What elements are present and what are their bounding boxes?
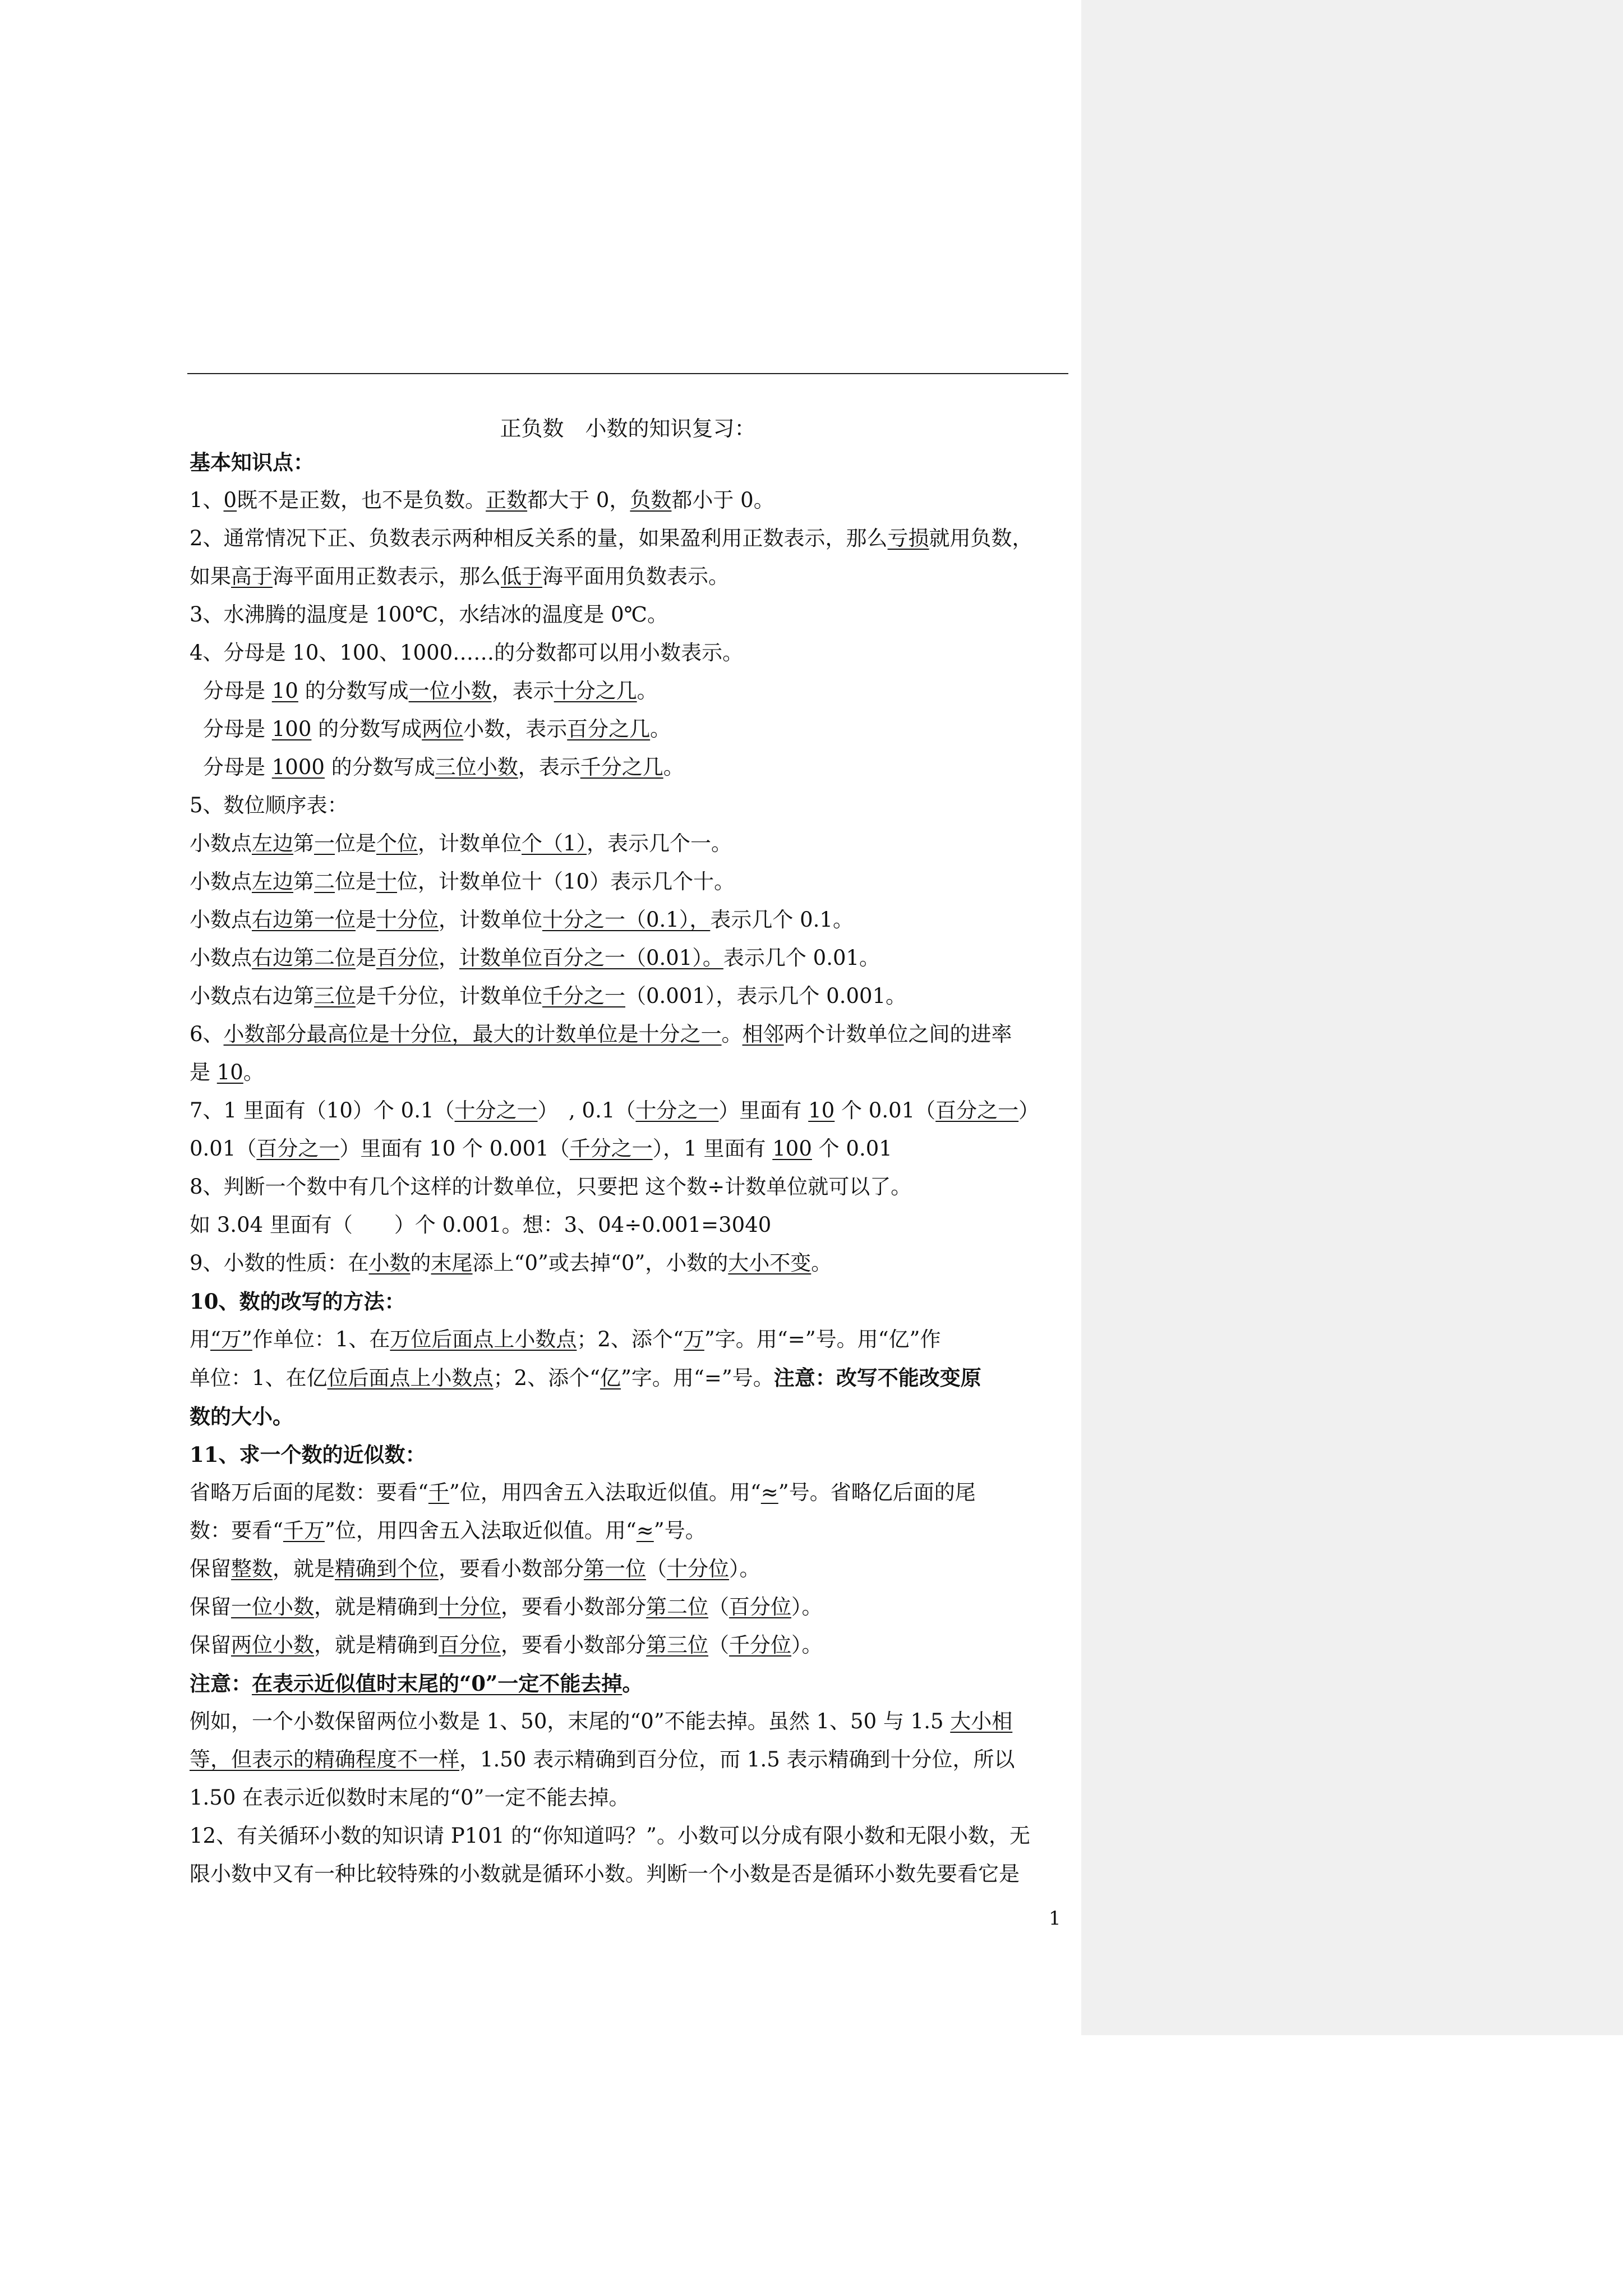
paragraph-11-line-c: 保留整数，就是精确到个位，要看小数部分第一位（十分位）。 (190, 1557, 760, 1581)
paragraph-5: 5、数位顺序表： (190, 793, 348, 817)
paragraph-4-line-c: 分母是 1000 的分数写成三位小数，表示千分之几。 (203, 755, 684, 779)
document-body (190, 443, 1068, 1893)
paragraph-2-line-1: 2、通常情况下正、负数表示两种相反关系的量，如果盈利用正数表示，那么亏损就用负数， (190, 526, 1033, 550)
paragraph-5-line-a: 小数点左边第一位是个位，计数单位个（1），表示几个一。 (190, 831, 732, 855)
paragraph-11-line-d: 保留一位小数，就是精确到十分位，要看小数部分第二位（百分位）。 (190, 1595, 823, 1619)
paragraph-6-line-1: 6、小数部分最高位是十分位，最大的计数单位是十分之一。相邻两个计数单位之间的进率 (190, 1022, 1012, 1046)
paragraph-2-line-2: 如果高于海平面用正数表示，那么低于海平面用负数表示。 (190, 564, 729, 588)
paragraph-3: 3、水沸腾的温度是 100℃，水结冰的温度是 0℃。 (190, 602, 668, 627)
header-rule (187, 373, 1068, 374)
paragraph-12-line-2: 限小数中又有一种比较特殊的小数就是循环小数。判断一个小数是否是循环小数先要看它是 (190, 1862, 1020, 1886)
paragraph-7-line-1: 7、1 里面有（10）个 0.1（十分之一） , 0.1（十分之一）里面有 10 个 0.01（百分之一） (190, 1098, 1040, 1122)
paragraph-5-line-e: 小数点右边第三位是千分位，计数单位千分之一（0.001），表示几个 0.001。 (190, 984, 907, 1008)
paragraph-4: 4、分母是 10、100、1000……的分数都可以用小数表示。 (190, 641, 744, 665)
paragraph-5-line-c: 小数点右边第一位是十分位，计数单位十分之一（0.1），表示几个 0.1。 (190, 908, 854, 932)
paragraph-9: 9、小数的性质：在小数的末尾添上“0”或去掉“0”，小数的大小不变。 (190, 1251, 832, 1275)
paragraph-10-heading: 10、数的改写的方法： (190, 1289, 405, 1314)
paragraph-11-heading: 11、求一个数的近似数： (190, 1442, 426, 1467)
paragraph-10-line-c: 数的大小。 (190, 1404, 293, 1429)
paragraph-1: 1、0既不是正数，也不是负数。正数都大于 0，负数都小于 0。 (190, 488, 774, 512)
comment-markup-pane (1081, 0, 1623, 2035)
paragraph-12-line-1: 12、有关循环小数的知识请 P101 的“你知道吗？”。小数可以分成有限小数和无限小数，无 (190, 1824, 1030, 1848)
paragraph-11-example-line-2: 等，但表示的精确程度不一样，1.50 表示精确到百分位，而 1.5 表示精确到十分位，所以 (190, 1747, 1015, 1772)
paragraph-8-example: 如 3.04 里面有（ ）个 0.001。想：3、04÷0.001=3040 (190, 1213, 772, 1237)
paragraph-4-line-a: 分母是 10 的分数写成一位小数，表示十分之几。 (203, 679, 658, 703)
paragraph-11-line-a: 省略万后面的尾数：要看“千”位，用四舍五入法取近似值。用“≈”号。省略亿后面的尾 (190, 1480, 976, 1504)
paragraph-7-line-2: 0.01（百分之一）里面有 10 个 0.001（千分之一），1 里面有 100 个 0.01 (190, 1137, 892, 1161)
paragraph-4-line-b: 分母是 100 的分数写成两位小数，表示百分之几。 (203, 717, 671, 741)
paragraph-11-note: 注意：在表示近似值时末尾的“0”一定不能去掉。 (190, 1671, 643, 1696)
page-number: 1 (1049, 1907, 1061, 1930)
paragraph-10-line-a: 用“万”作单位：1、在万位后面点上小数点；2、添个“万”字。用“=”号。用“亿”作 (190, 1327, 941, 1351)
paragraph-8: 8、判断一个数中有几个这样的计数单位，只要把 这个数÷计数单位就可以了。 (190, 1175, 912, 1199)
paragraph-11-example-line-1: 例如，一个小数保留两位小数是 1、50，末尾的“0”不能去掉。虽然 1、50 与 1.5 大小相 (190, 1709, 1013, 1733)
paragraph-5-line-d: 小数点右边第二位是百分位，计数单位百分之一（0.01）。表示几个 0.01。 (190, 946, 880, 970)
paragraph-11-line-e: 保留两位小数，就是精确到百分位，要看小数部分第三位（千分位）。 (190, 1633, 823, 1657)
paragraph-11-line-b: 数：要看“千万”位，用四舍五入法取近似值。用“≈”号。 (190, 1519, 706, 1543)
paragraph-6-line-2: 是 10。 (190, 1060, 264, 1084)
paragraph-5-line-b: 小数点左边第二位是十位，计数单位十（10）表示几个十。 (190, 869, 735, 894)
document-title: 正负数 小数的知识复习： (500, 416, 756, 441)
paragraph-10-line-b: 单位：1、在亿位后面点上小数点；2、添个“亿”字。用“=”号。注意：改写不能改变原 (190, 1365, 981, 1390)
section-heading: 基本知识点： (190, 450, 314, 475)
paragraph-11-example-line-3: 1.50 在表示近似数时末尾的“0”一定不能去掉。 (190, 1786, 630, 1810)
